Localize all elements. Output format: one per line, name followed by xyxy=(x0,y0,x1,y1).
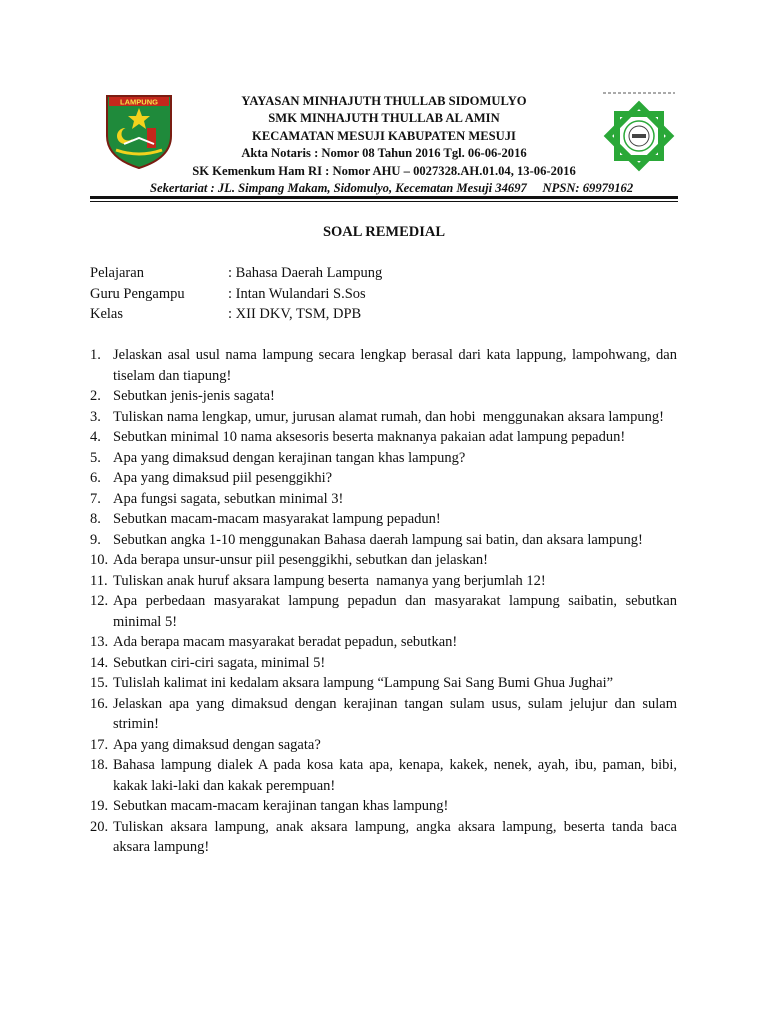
question-item xyxy=(90,632,677,653)
question-number: 18. xyxy=(90,757,109,773)
question-text: Sebutkan ciri-ciri sagata, minimal 5! xyxy=(113,654,326,671)
letterhead-divider-thin xyxy=(90,201,678,202)
subject-row xyxy=(90,263,382,284)
secretariat-line: Sekertariat : JL. Simpang Makam, Sidomulyo, Kecematan Mesuji 34697 NPSN: 69979162 xyxy=(150,181,634,196)
question-number: 19. xyxy=(90,798,109,814)
question-number: 3. xyxy=(90,408,101,425)
foundation-name: YAYASAN MINHAJUTH THULLAB SIDOMULYO xyxy=(241,94,527,108)
question-number: 4. xyxy=(90,429,101,445)
question-number: 9. xyxy=(90,531,101,548)
question-item xyxy=(90,345,677,386)
question-text: Tulislah kalimat ini kedalam aksara lampung “Lampung Sai Sang Bumi Ghua Jughai” xyxy=(113,675,614,691)
letterhead-divider-thick xyxy=(90,196,678,199)
question-text: Tuliskan nama lengkap, umur, jurusan alamat rumah, dan hobi menggunakan aksara lampung! xyxy=(113,408,664,425)
class-label: Kelas xyxy=(90,306,124,323)
question-text: Tuliskan aksara lampung, anak aksara lampung, angka aksara lampung, beserta tanda baca aksara lampung! xyxy=(113,818,677,855)
document-title: SOAL REMEDIAL xyxy=(322,224,446,240)
teacher-label: Guru Pengampu xyxy=(90,285,185,302)
question-item xyxy=(90,735,677,756)
question-text: Jelaskan asal usul nama lampung secara lengkap berasal dari kata lappung, lampohwang, dan tiselam dan tiapung! xyxy=(113,347,677,384)
question-number: 14. xyxy=(90,654,109,671)
question-item xyxy=(90,673,677,694)
question-item xyxy=(90,407,677,428)
question-text: Ada berapa unsur-unsur piil pesenggikhi, sebutkan dan jelaskan! xyxy=(113,552,488,568)
question-number: 13. xyxy=(90,634,109,650)
question-text: Apa yang dimaksud dengan sagata? xyxy=(113,736,321,753)
question-item xyxy=(90,653,677,674)
teacher-row xyxy=(90,284,382,305)
question-text: Apa perbedaan masyarakat lampung pepadun dan masyarakat lampung saibatin, sebutkan minimal 5! xyxy=(113,593,677,630)
question-text: Tuliskan anak huruf aksara lampung beserta namanya yang berjumlah 12! xyxy=(113,572,546,589)
question-number: 17. xyxy=(90,736,109,753)
teacher-value: : Intan Wulandari S.Sos xyxy=(228,285,366,302)
question-number: 20. xyxy=(90,818,109,835)
question-item xyxy=(90,550,677,571)
question-text: Ada berapa macam masyarakat beradat pepadun, sebutkan! xyxy=(113,634,458,650)
question-text: Sebutkan angka 1-10 menggunakan Bahasa daerah lampung sai batin, dan aksara lampung! xyxy=(113,531,643,548)
question-text: Sebutkan macam-macam kerajinan tangan khas lampung! xyxy=(113,798,449,814)
question-item xyxy=(90,489,677,510)
question-item xyxy=(90,427,677,448)
question-number: 10. xyxy=(90,552,109,568)
question-number: 15. xyxy=(90,675,109,691)
question-text: Sebutkan minimal 10 nama aksesoris beserta maknanya pakaian adat lampung pepadun! xyxy=(113,429,626,445)
subject-value: : Bahasa Daerah Lampung xyxy=(228,265,383,281)
district-line: KECAMATAN MESUJI KABUPATEN MESUJI xyxy=(252,128,516,143)
subject-label: Pelajaran xyxy=(90,265,144,281)
question-item xyxy=(90,509,677,530)
question-list xyxy=(90,345,677,858)
question-item xyxy=(90,571,677,592)
question-item xyxy=(90,468,677,489)
question-number: 1. xyxy=(90,347,101,363)
question-item xyxy=(90,796,677,817)
ministry-decree-line: SK Kemenkum Ham RI : Nomor AHU – 0027328.AH.01.04, 13-06-2016 xyxy=(192,163,576,178)
question-item xyxy=(90,386,677,407)
question-text: Bahasa lampung dialek A pada kosa kata apa, kenapa, kakek, nenek, ayah, ibu, paman, bibi, kakak laki-laki dan kakak perempuan! xyxy=(113,757,677,794)
question-number: 11. xyxy=(90,572,108,589)
question-number: 7. xyxy=(90,490,101,507)
question-text: Sebutkan jenis-jenis sagata! xyxy=(113,388,275,404)
class-value: : XII DKV, TSM, DPB xyxy=(228,306,362,323)
subject-info xyxy=(90,263,382,325)
question-number: 8. xyxy=(90,511,101,527)
school-name: SMK MINHAJUTH THULLAB AL AMIN xyxy=(268,111,500,126)
question-item xyxy=(90,817,677,858)
question-number: 5. xyxy=(90,449,101,466)
crest-label: LAMPUNG xyxy=(120,97,158,107)
question-item xyxy=(90,448,677,469)
question-item xyxy=(90,694,677,735)
question-item xyxy=(90,591,677,632)
question-number: 16. xyxy=(90,695,109,712)
question-number: 2. xyxy=(90,388,101,404)
question-text: Jelaskan apa yang dimaksud dengan kerajinan tangan sulam usus, sulam jelujur dan sulam strimin! xyxy=(113,695,677,732)
question-text: Apa yang dimaksud dengan kerajinan tangan khas lampung? xyxy=(113,449,466,466)
question-item xyxy=(90,755,677,796)
class-row xyxy=(90,304,382,325)
question-item xyxy=(90,530,677,551)
question-number: 12. xyxy=(90,593,109,609)
question-text: Sebutkan macam-macam masyarakat lampung pepadun! xyxy=(113,511,441,527)
notary-deed-line: Akta Notaris : Nomor 08 Tahun 2016 Tgl. 06-06-2016 xyxy=(241,146,527,161)
question-text: Apa fungsi sagata, sebutkan minimal 3! xyxy=(113,490,344,507)
question-number: 6. xyxy=(90,470,101,486)
question-text: Apa yang dimaksud piil pesenggikhi? xyxy=(113,470,333,486)
letterhead xyxy=(150,93,634,197)
